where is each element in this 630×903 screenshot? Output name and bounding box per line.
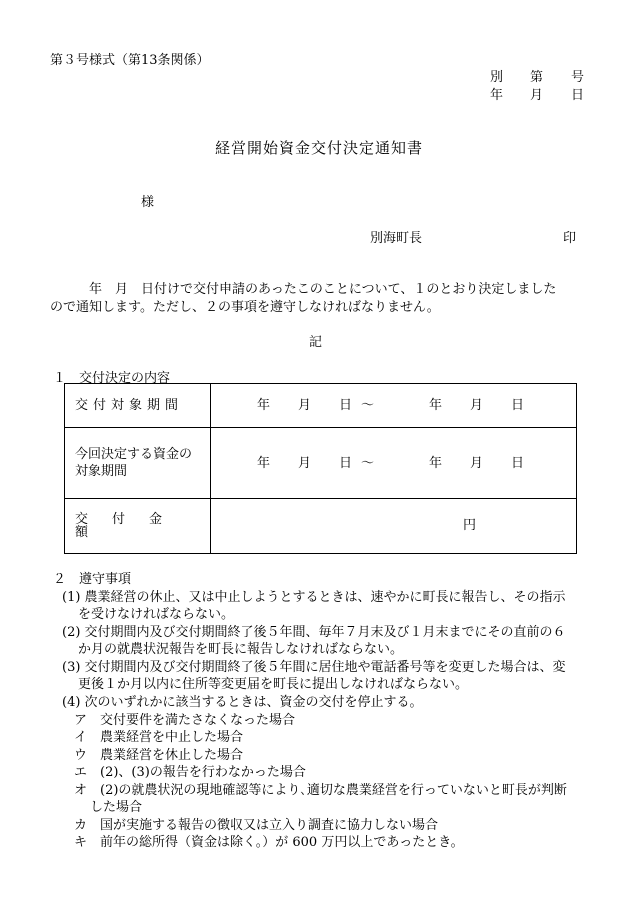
rule-3-line-1: (3) 交付期間内及び交付期間終了後５年間に居住地や電話番号等を変更した場合は、変 bbox=[62, 660, 566, 675]
current-start-month: 月 bbox=[298, 456, 312, 471]
subitem-o-line-1: オ (2)の就農状況の現地確認等により､適切な農業経営を行っていないと町長が判断 bbox=[74, 783, 567, 798]
rule-1-line-2: を受けなければならない。 bbox=[78, 607, 235, 622]
subitem-i: イ 農業経営を中止した場合 bbox=[74, 730, 244, 745]
body-line-2: ので通知します。ただし、２の事項を遵守しなければなりません。 bbox=[50, 300, 440, 315]
recipient-suffix: 様 bbox=[141, 195, 155, 210]
ref-dai: 第 bbox=[530, 70, 544, 85]
current-start-year: 年 bbox=[257, 456, 271, 471]
subitem-ki: キ 前年の総所得（資金は除く。）が 600 万円以上であったとき。 bbox=[74, 835, 464, 850]
ref-betsu: 別 bbox=[490, 70, 504, 85]
decision-table bbox=[64, 383, 577, 554]
period-tilde: ～ bbox=[361, 398, 375, 413]
table-row bbox=[65, 428, 577, 499]
section2-heading: ２ 遵守事項 bbox=[53, 572, 132, 587]
current-start-day: 日 bbox=[339, 456, 353, 471]
rule-3-line-2: 更後１か月以内に住所等変更届を町長に提出しなければならない。 bbox=[78, 677, 469, 692]
subitem-o-line-2: した場合 bbox=[90, 800, 143, 815]
current-end-year: 年 bbox=[429, 456, 443, 471]
value-period bbox=[211, 384, 577, 428]
period-end-month: 月 bbox=[470, 398, 484, 413]
document-title: 経営開始資金交付決定通知書 bbox=[215, 139, 424, 157]
date-day: 日 bbox=[571, 88, 585, 103]
table-row bbox=[65, 499, 577, 554]
amount-unit: 円 bbox=[463, 518, 477, 533]
label-amount: 交付金額 bbox=[65, 499, 211, 554]
rule-2-line-2: か月の就農状況報告を町長に報告しなければならない。 bbox=[78, 642, 404, 657]
body-line-1: 年 月 日付けで交付申請のあったこのことについて、１のとおり決定しました bbox=[89, 282, 557, 297]
subitem-a: ア 交付要件を満たさなくなった場合 bbox=[74, 713, 296, 728]
issuer: 別海町長 bbox=[370, 231, 423, 246]
period-end-day: 日 bbox=[511, 398, 525, 413]
current-end-month: 月 bbox=[470, 456, 484, 471]
current-end-day: 日 bbox=[511, 456, 525, 471]
date-year: 年 bbox=[490, 88, 504, 103]
period-end-year: 年 bbox=[429, 398, 443, 413]
subitem-ka: カ 国が実施する報告の徴収又は立入り調査に協力しない場合 bbox=[74, 818, 439, 833]
rule-1-line-1: (1) 農業経営の休止、又は中止しようとするときは、速やかに町長に報告し、その指示 bbox=[62, 590, 566, 605]
period-start-month: 月 bbox=[298, 398, 312, 413]
form-number: 第３号様式（第13条関係） bbox=[50, 53, 210, 68]
table-row bbox=[65, 384, 577, 428]
value-amount bbox=[211, 499, 577, 554]
label-period: 交付対象期間 bbox=[65, 384, 211, 428]
seal-mark: 印 bbox=[563, 231, 577, 246]
section1-heading: １ 交付決定の内容 bbox=[53, 371, 171, 386]
date-month: 月 bbox=[530, 88, 544, 103]
rule-2-line-1: (2) 交付期間内及び交付期間終了後５年間、毎年７月末及び１月末までにその直前の６ bbox=[62, 625, 566, 640]
label-current-period: 今回決定する資金の 対象期間 bbox=[65, 428, 211, 499]
current-tilde: ～ bbox=[361, 456, 375, 471]
rule-4: (4) 次のいずれかに該当するときは、資金の交付を停止する。 bbox=[62, 695, 423, 710]
ki-heading: 記 bbox=[309, 335, 323, 350]
period-start-day: 日 bbox=[339, 398, 353, 413]
value-current-period bbox=[211, 428, 577, 499]
subitem-u: ウ 農業経営を休止した場合 bbox=[74, 748, 244, 763]
period-start-year: 年 bbox=[257, 398, 271, 413]
ref-go: 号 bbox=[571, 70, 585, 85]
subitem-e: エ (2)、(3)の報告を行わなかった場合 bbox=[74, 765, 306, 780]
